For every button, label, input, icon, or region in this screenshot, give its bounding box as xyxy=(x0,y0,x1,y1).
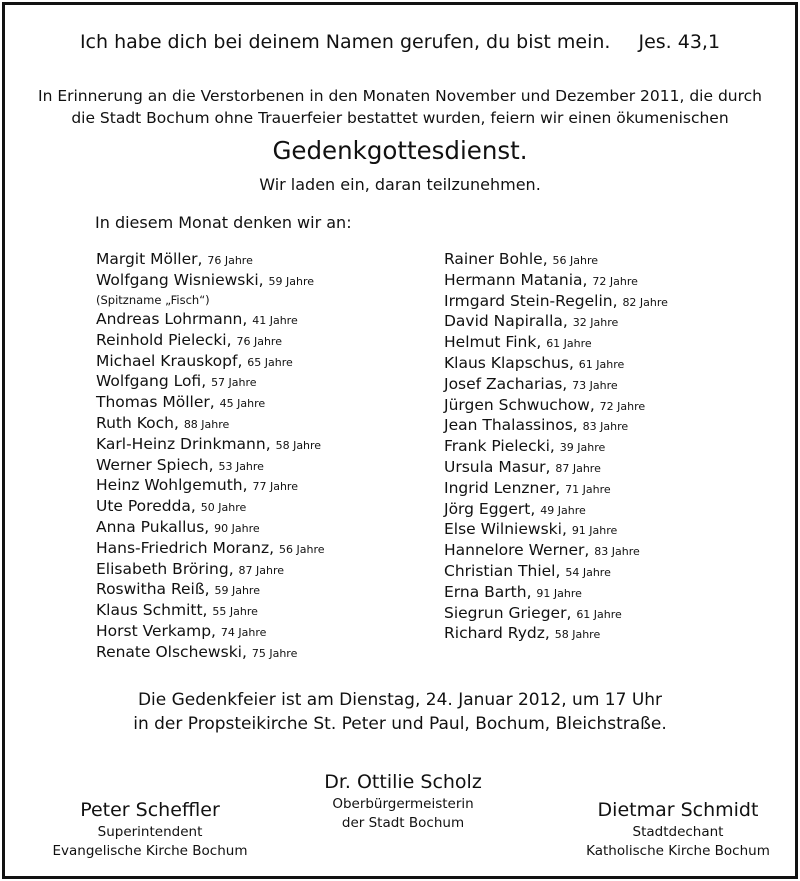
deceased-age: 55 Jahre xyxy=(212,605,258,619)
deceased-entry xyxy=(444,415,668,436)
deceased-entry xyxy=(96,455,325,476)
deceased-name: Michael Krauskopf xyxy=(96,351,238,370)
deceased-name: Horst Verkamp xyxy=(96,622,212,641)
deceased-age: 91 Jahre xyxy=(536,586,582,600)
deceased-name: Margit Möller xyxy=(96,250,198,268)
deceased-name: David Napiralla xyxy=(444,312,563,331)
deceased-list-left xyxy=(96,249,325,663)
separator: , xyxy=(589,395,600,414)
separator: , xyxy=(202,601,213,620)
deceased-entry xyxy=(96,579,325,600)
signatory-left xyxy=(45,797,255,861)
signatory-name: Dr. Ottilie Scholz xyxy=(324,771,482,793)
signatory-name: Dietmar Schmidt xyxy=(597,799,759,821)
deceased-entry xyxy=(96,309,325,330)
deceased-age: 45 Jahre xyxy=(219,397,266,411)
separator: , xyxy=(228,559,239,578)
month-heading: In diesem Monat denken wir an: xyxy=(95,213,352,232)
deceased-entry xyxy=(96,392,325,413)
deceased-entry xyxy=(96,642,325,663)
deceased-name: Wolfgang Wisniewski xyxy=(96,270,259,289)
separator: , xyxy=(209,393,220,412)
separator: , xyxy=(526,582,537,601)
deceased-entry xyxy=(444,561,668,582)
deceased-name: Thomas Möller xyxy=(96,393,210,412)
deceased-age: 76 Jahre xyxy=(207,254,253,267)
separator: , xyxy=(190,497,201,516)
deceased-entry xyxy=(444,603,668,624)
deceased-name: Frank Pielecki xyxy=(444,437,550,456)
deceased-entry xyxy=(96,538,325,559)
signatory-organization: der Stadt Bochum xyxy=(341,815,465,831)
separator: , xyxy=(201,372,212,391)
separator: , xyxy=(555,561,566,580)
deceased-name: Werner Spiech xyxy=(96,455,209,474)
deceased-name: Siegrun Grieger xyxy=(444,603,567,622)
separator: , xyxy=(265,434,276,453)
deceased-name: Richard Rydz xyxy=(444,624,545,643)
deceased-age: 57 Jahre xyxy=(211,376,257,390)
deceased-age: 88 Jahre xyxy=(183,418,230,432)
deceased-name: Reinhold Pielecki xyxy=(96,330,227,349)
intro-line-1: In Erinnerung an die Verstorbenen in den Monaten November und Dezember 2011, die durch xyxy=(38,87,762,105)
deceased-age: 72 Jahre xyxy=(592,274,638,288)
deceased-entry xyxy=(96,559,325,580)
separator: , xyxy=(237,351,248,370)
deceased-age: 56 Jahre xyxy=(279,542,325,556)
deceased-name: Hannelore Werner xyxy=(444,541,585,560)
deceased-entry xyxy=(444,519,668,540)
deceased-name: Andreas Lohrmann xyxy=(96,310,243,329)
deceased-name: Elisabeth Bröring xyxy=(96,559,229,578)
deceased-entry xyxy=(444,478,668,499)
deceased-list-right xyxy=(444,249,668,644)
deceased-age: 75 Jahre xyxy=(251,646,298,660)
separator: , xyxy=(612,291,623,310)
deceased-age: 74 Jahre xyxy=(220,626,267,640)
deceased-name: Jean Thalassinos xyxy=(444,416,573,435)
separator: , xyxy=(542,250,553,268)
separator: , xyxy=(561,520,572,539)
deceased-entry xyxy=(96,270,325,291)
separator: , xyxy=(572,416,583,435)
deceased-age: 58 Jahre xyxy=(275,438,322,452)
deceased-entry xyxy=(444,374,668,395)
deceased-entry xyxy=(444,353,668,374)
deceased-entry xyxy=(444,436,668,457)
separator: , xyxy=(582,270,593,289)
separator: , xyxy=(545,457,556,476)
deceased-entry xyxy=(444,291,668,312)
event-line-2: in der Propsteikirche St. Peter und Paul, Bochum, Bleichstraße. xyxy=(133,714,667,734)
deceased-age: 56 Jahre xyxy=(552,254,599,267)
invitation-text: Wir laden ein, daran teilzunehmen. xyxy=(259,175,541,194)
deceased-entry xyxy=(96,475,325,496)
deceased-entry xyxy=(444,270,668,291)
deceased-age: 61 Jahre xyxy=(576,607,622,621)
deceased-age: 77 Jahre xyxy=(252,480,298,494)
event-details xyxy=(5,688,795,736)
deceased-name: Klaus Schmitt xyxy=(96,601,203,620)
separator: , xyxy=(242,476,253,495)
deceased-name: Hermann Matania xyxy=(444,270,583,289)
deceased-name: Anna Pukallus xyxy=(96,518,205,537)
deceased-name: Hans-Friedrich Moranz xyxy=(96,538,270,557)
deceased-entry xyxy=(444,582,668,603)
deceased-entry xyxy=(96,496,325,517)
separator: , xyxy=(562,312,573,331)
deceased-age: 83 Jahre xyxy=(582,420,629,434)
deceased-age: 58 Jahre xyxy=(554,628,601,642)
deceased-age: 59 Jahre xyxy=(268,274,315,288)
deceased-name: Erna Barth xyxy=(444,582,527,601)
deceased-age: 65 Jahre xyxy=(247,355,293,369)
deceased-name: Heinz Wohlgemuth xyxy=(96,476,243,495)
deceased-age: 76 Jahre xyxy=(236,334,282,348)
deceased-age: 59 Jahre xyxy=(214,584,260,598)
deceased-age: 87 Jahre xyxy=(555,461,601,475)
deceased-name: Else Wilniewski xyxy=(444,520,562,539)
deceased-age: 61 Jahre xyxy=(578,357,625,371)
separator: , xyxy=(241,642,252,661)
separator: , xyxy=(197,250,208,268)
deceased-entry xyxy=(444,457,668,478)
service-title: Gedenkgottesdienst. xyxy=(272,136,528,165)
deceased-age: 39 Jahre xyxy=(559,441,606,455)
signatory-name: Peter Scheffler xyxy=(80,799,220,821)
deceased-name: Jörg Eggert xyxy=(444,499,531,518)
deceased-age: 87 Jahre xyxy=(238,563,285,577)
deceased-age: 73 Jahre xyxy=(572,378,618,392)
deceased-entry xyxy=(444,499,668,520)
deceased-name: Klaus Klapschus xyxy=(444,353,569,372)
deceased-name: Helmut Fink xyxy=(444,333,537,352)
deceased-name: Christian Thiel xyxy=(444,561,556,580)
separator: , xyxy=(204,580,215,599)
nickname-note: (Spitzname „Fisch“) xyxy=(96,292,210,307)
signatory-role: Oberbürgermeisterin xyxy=(332,796,474,812)
deceased-entry xyxy=(96,371,325,392)
deceased-age: 54 Jahre xyxy=(565,565,611,579)
separator: , xyxy=(536,333,547,352)
verse-reference: Jes. 43,1 xyxy=(638,31,721,53)
separator: , xyxy=(544,624,555,643)
deceased-age: 50 Jahre xyxy=(200,501,247,515)
separator: , xyxy=(568,353,579,372)
separator: , xyxy=(208,455,219,474)
deceased-age: 83 Jahre xyxy=(594,545,640,559)
deceased-age: 72 Jahre xyxy=(599,399,646,413)
deceased-name: Wolfgang Lofi xyxy=(96,372,202,391)
bible-verse xyxy=(5,31,795,53)
intro-text xyxy=(5,85,795,129)
deceased-name: Karl-Heinz Drinkmann xyxy=(96,434,266,453)
deceased-name: Roswitha Reiß xyxy=(96,580,205,599)
deceased-entry xyxy=(444,540,668,561)
deceased-age: 90 Jahre xyxy=(214,522,260,536)
separator: , xyxy=(211,622,221,641)
deceased-entry xyxy=(96,517,325,538)
deceased-name: Renate Olschewski xyxy=(96,642,242,661)
separator: , xyxy=(549,437,560,456)
deceased-age: 49 Jahre xyxy=(540,503,586,517)
deceased-name: Josef Zacharias xyxy=(444,374,563,393)
deceased-name: Ruth Koch xyxy=(96,414,174,433)
intro-line-2: die Stadt Bochum ohne Trauerfeier bestattet wurden, feiern wir einen ökumenischen xyxy=(71,109,729,127)
separator: , xyxy=(226,330,237,349)
deceased-entry xyxy=(96,330,325,351)
signatory-role: Superintendent xyxy=(97,824,203,840)
separator: , xyxy=(269,538,279,557)
signatory-center xyxy=(298,769,508,833)
deceased-entry xyxy=(444,395,668,416)
deceased-age: 82 Jahre xyxy=(622,295,668,309)
deceased-age: 61 Jahre xyxy=(546,337,592,351)
deceased-entry xyxy=(444,623,668,644)
deceased-entry xyxy=(96,621,325,642)
signatory-organization: Evangelische Kirche Bochum xyxy=(52,843,248,859)
deceased-name: Ursula Masur xyxy=(444,457,546,476)
separator: , xyxy=(258,270,269,289)
deceased-age: 71 Jahre xyxy=(565,482,611,496)
deceased-entry xyxy=(96,600,325,621)
separator: , xyxy=(204,518,215,537)
deceased-entry xyxy=(96,413,325,434)
signatory-organization: Katholische Kirche Bochum xyxy=(586,843,770,859)
deceased-name: Jürgen Schwuchow xyxy=(444,395,590,414)
deceased-entry xyxy=(444,332,668,353)
separator: , xyxy=(566,603,577,622)
deceased-entry xyxy=(444,249,668,270)
verse-text: Ich habe dich bei deinem Namen gerufen, du bist mein. xyxy=(79,31,611,53)
deceased-entry xyxy=(96,434,325,455)
separator: , xyxy=(584,541,595,560)
separator: , xyxy=(242,310,253,329)
deceased-age: 91 Jahre xyxy=(571,524,618,538)
separator: , xyxy=(555,478,566,497)
deceased-name: Irmgard Stein-Regelin xyxy=(444,291,613,310)
deceased-age: 41 Jahre xyxy=(252,314,298,328)
deceased-name: Ingrid Lenzner xyxy=(444,478,556,497)
separator: , xyxy=(530,499,541,518)
deceased-entry xyxy=(444,311,668,332)
deceased-age: 32 Jahre xyxy=(572,316,619,330)
deceased-name: Rainer Bohle xyxy=(444,250,543,268)
notice-frame xyxy=(2,2,798,879)
separator: , xyxy=(562,374,573,393)
deceased-name: Ute Poredda xyxy=(96,497,191,516)
signatory-role: Stadtdechant xyxy=(632,824,724,840)
deceased-entry xyxy=(96,249,325,270)
event-line-1: Die Gedenkfeier ist am Dienstag, 24. Januar 2012, um 17 Uhr xyxy=(137,690,663,710)
signatory-right xyxy=(578,797,778,861)
separator: , xyxy=(173,414,184,433)
deceased-entry xyxy=(96,351,325,372)
deceased-age: 53 Jahre xyxy=(218,459,264,473)
